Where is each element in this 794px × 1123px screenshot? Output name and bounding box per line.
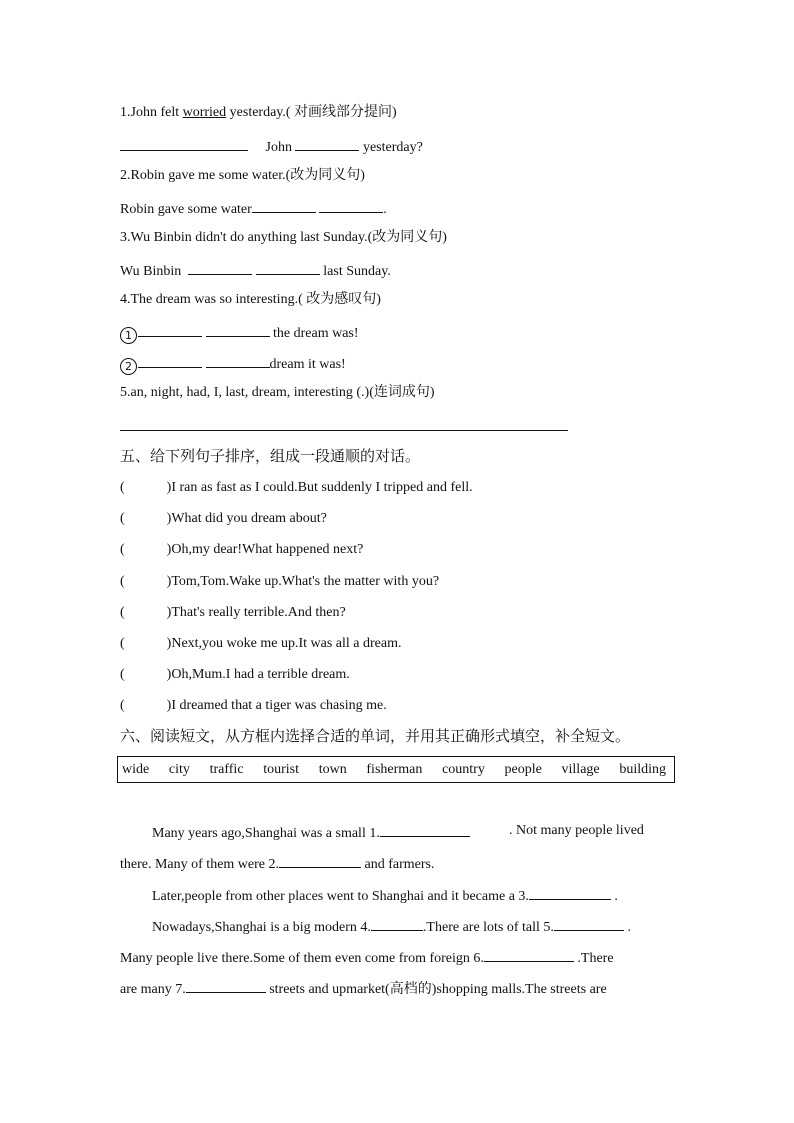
ordering-item	[120, 573, 439, 591]
order-bracket[interactable]: ( )	[120, 604, 172, 620]
order-bracket[interactable]: ( )	[120, 573, 172, 589]
answer-blank[interactable]	[120, 136, 248, 151]
order-bracket[interactable]: ( )	[120, 542, 172, 558]
word-option: building	[619, 761, 666, 777]
ordering-item	[120, 666, 350, 684]
answer-blank[interactable]	[206, 322, 270, 337]
circled-number-1: 1	[120, 327, 137, 344]
word-option: country	[442, 761, 485, 777]
answer-blank-1[interactable]	[380, 822, 470, 837]
passage-line: . Not many people lived	[509, 823, 644, 838]
passage-line: Nowadays,Shanghai is a big modern 4. .There are lots of tall 5. .	[152, 916, 631, 937]
ordering-item-text: Oh,my dear!What happened next?	[171, 542, 364, 558]
question-4: 4.The dream was so interesting.( 改为感叹句)	[120, 292, 381, 307]
order-bracket[interactable]: ( )	[120, 667, 172, 683]
answer-blank-5[interactable]	[554, 916, 624, 931]
ordering-item	[120, 697, 387, 715]
answer-blank[interactable]	[252, 198, 316, 213]
passage-line: there. Many of them were 2. and farmers.	[120, 853, 434, 874]
answer-blank[interactable]	[188, 260, 252, 275]
answer-3: Wu Binbin last Sunday.	[120, 260, 391, 281]
answer-blank-7[interactable]	[186, 978, 266, 993]
ordering-item	[120, 510, 327, 528]
answer-blank[interactable]	[138, 353, 202, 368]
word-option: wide	[122, 761, 150, 777]
word-option: town	[318, 761, 347, 777]
word-option: traffic	[209, 761, 244, 777]
passage-line: Later,people from other places went to Shanghai and it became a 3. .	[152, 885, 618, 906]
answer-line-5[interactable]	[120, 430, 568, 431]
ordering-item	[120, 635, 401, 653]
ordering-item	[120, 604, 346, 622]
word-option: people	[504, 761, 542, 777]
passage-line: Many people live there.Some of them even come from foreign 6. .There	[120, 947, 614, 968]
word-option: tourist	[263, 761, 300, 777]
answer-blank[interactable]	[319, 198, 383, 213]
answer-blank-3[interactable]	[529, 885, 611, 900]
question-5: 5.an, night, had, I, last, dream, interesting (.)(连词成句)	[120, 385, 435, 400]
question-3: 3.Wu Binbin didn't do anything last Sunday.(改为同义句)	[120, 230, 447, 245]
ordering-item-text: Tom,Tom.Wake up.What's the matter with you?	[171, 573, 440, 589]
answer-2: Robin gave some water .	[120, 198, 387, 219]
passage-line: are many 7. streets and upmarket(高档的)shopping malls.The streets are	[120, 978, 607, 999]
order-bracket[interactable]: ( )	[120, 480, 172, 495]
order-bracket[interactable]: ( )	[120, 698, 172, 714]
circled-number-2: 2	[120, 358, 137, 375]
answer-blank[interactable]	[206, 353, 270, 368]
ordering-item	[120, 541, 363, 559]
answer-blank[interactable]	[138, 322, 202, 337]
ordering-item-text: I dreamed that a tiger was chasing me.	[171, 698, 387, 714]
passage-line: Many years ago,Shanghai was a small 1.	[152, 822, 470, 843]
section-6-heading: 六、阅读短文，从方框内选择合适的单词，并用其正确形式填空，补全短文。	[120, 727, 631, 745]
word-option: fisherman	[366, 761, 423, 777]
ordering-item-text: What did you dream about?	[171, 511, 327, 527]
answer-blank-2[interactable]	[279, 853, 361, 868]
ordering-item-text: Oh,Mum.I had a terrible dream.	[171, 667, 350, 683]
answer-1: John yesterday?	[120, 136, 423, 157]
word-option: city	[168, 761, 190, 777]
underlined-word: worried	[182, 105, 227, 120]
order-bracket[interactable]: ( )	[120, 636, 172, 651]
order-bracket[interactable]: ( )	[120, 511, 172, 527]
answer-blank[interactable]	[256, 260, 320, 275]
answer-blank-4[interactable]	[371, 916, 423, 931]
ordering-item-text: That's really terrible.And then?	[171, 604, 346, 620]
word-box	[117, 756, 675, 783]
question-1: 1.John felt worried yesterday.( 对画线部分提问)	[120, 105, 397, 120]
word-option: village	[561, 761, 600, 777]
answer-blank[interactable]	[295, 136, 359, 151]
ordering-item-text: I ran as fast as I could.But suddenly I tripped and fell.	[171, 480, 473, 495]
ordering-item	[120, 479, 473, 497]
section-5-heading: 五、给下列句子排序，组成一段通顺的对话。	[120, 447, 421, 465]
answer-4-1: 1 the dream was!	[120, 322, 359, 344]
answer-blank-6[interactable]	[484, 947, 574, 962]
answer-4-2: 2 dream it was!	[120, 353, 346, 375]
question-2: 2.Robin gave me some water.(改为同义句)	[120, 168, 365, 183]
ordering-item-text: Next,you woke me up.It was all a dream.	[171, 636, 402, 651]
